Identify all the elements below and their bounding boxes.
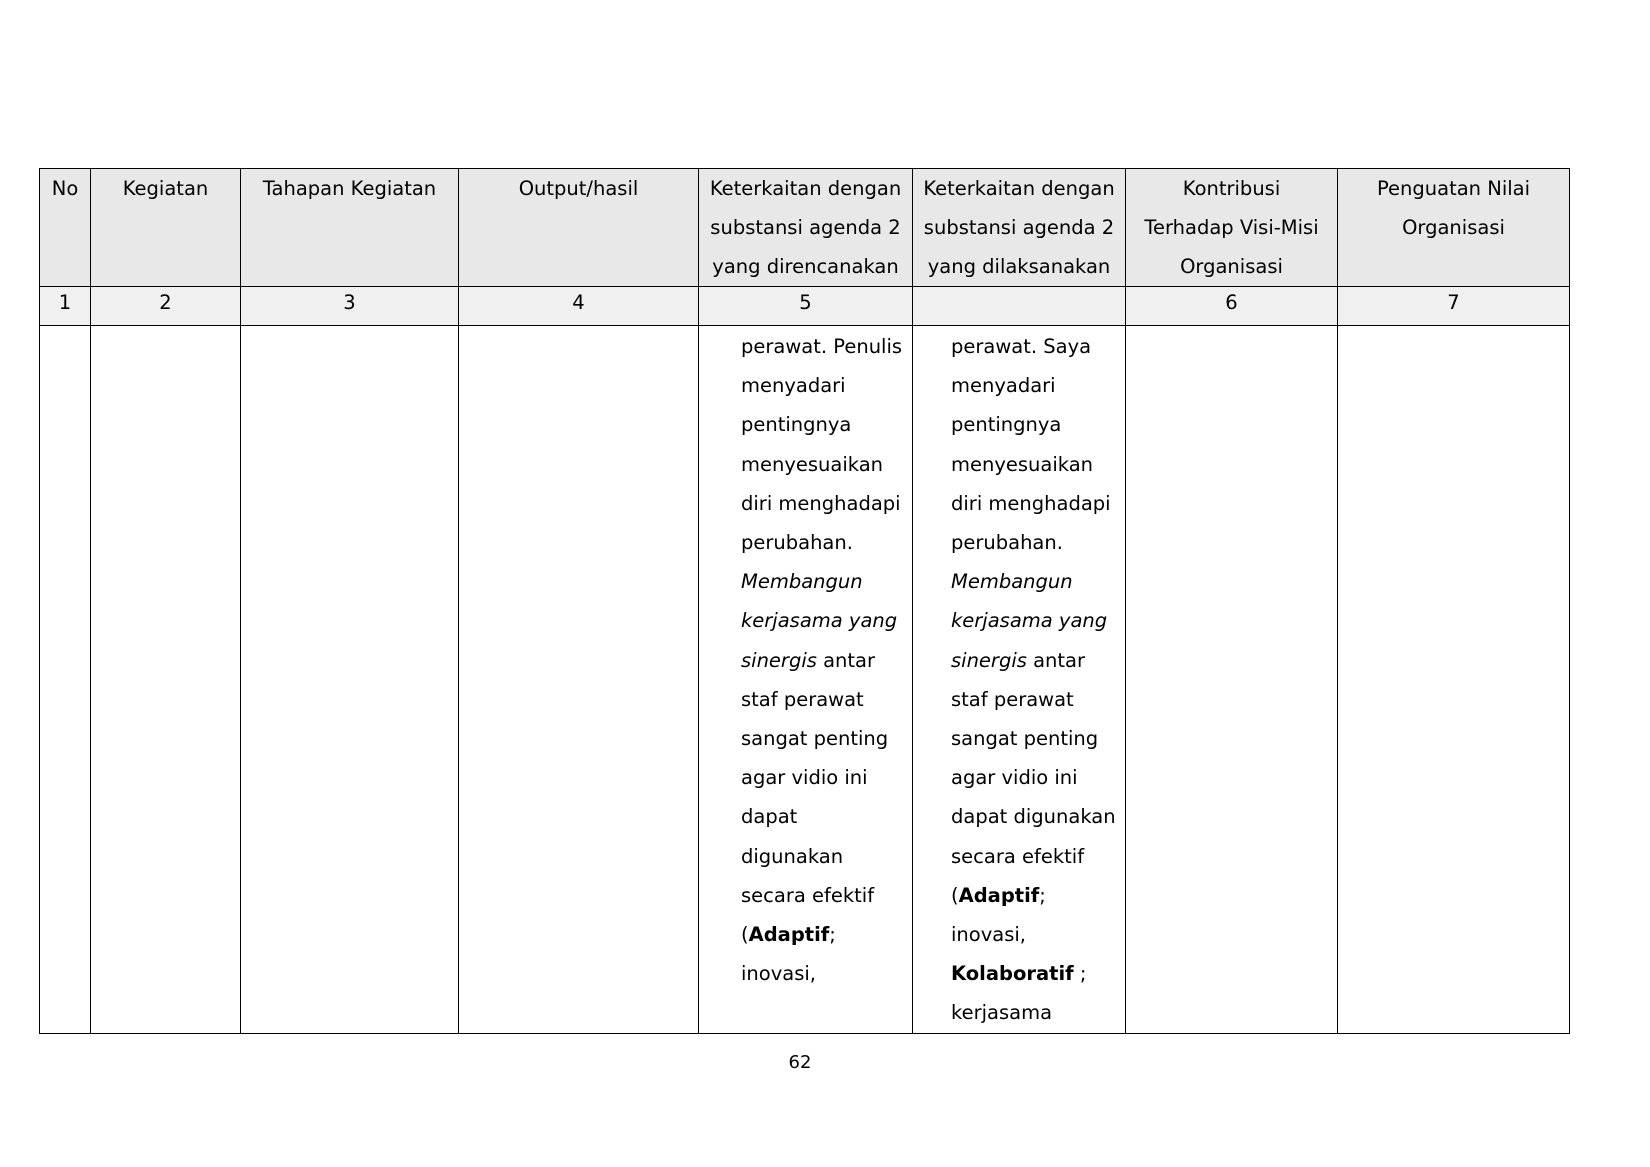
bold-text: Adaptif xyxy=(958,883,1040,907)
text-line: dapat digunakan xyxy=(951,805,1116,829)
column-number: 6 xyxy=(1126,287,1338,326)
text-line xyxy=(951,641,1125,680)
cell-output-hasil xyxy=(459,326,699,1034)
text-fragment: ; xyxy=(1039,883,1046,907)
text-line: inovasi, xyxy=(741,962,816,986)
header-keterkaitan-dilaksanakan xyxy=(913,169,1126,287)
header-no: No xyxy=(40,169,91,287)
text-line: perawat. Penulis xyxy=(741,335,903,358)
italic-text: kerjasama yang xyxy=(741,609,898,633)
text-fragment: antar xyxy=(816,648,876,672)
header-line: Organisasi xyxy=(1402,216,1505,239)
text-line: menyesuaikan xyxy=(741,452,884,476)
text-line: perubahan. xyxy=(741,531,853,555)
header-line: substansi agenda 2 xyxy=(710,216,901,239)
text-line: perubahan. xyxy=(951,531,1063,555)
text-fragment: ; xyxy=(1073,962,1087,986)
cell-tahapan-kegiatan xyxy=(241,326,459,1034)
header-line: Keterkaitan dengan xyxy=(923,177,1115,200)
text-line xyxy=(741,641,912,680)
text-line xyxy=(951,562,1125,601)
header-kontribusi xyxy=(1126,169,1338,287)
text-line: pentingnya xyxy=(741,413,852,437)
activity-table xyxy=(39,168,1570,1034)
page-number: 62 xyxy=(788,1052,812,1073)
cell-penguatan-nilai xyxy=(1338,326,1570,1034)
text-line: agar vidio ini xyxy=(741,766,868,790)
header-line: Keterkaitan dengan xyxy=(709,177,902,200)
column-number: 2 xyxy=(91,287,241,326)
text-line: diri menghadapi xyxy=(741,491,901,515)
column-number: 4 xyxy=(459,287,699,326)
text-line xyxy=(951,601,1125,640)
cell-keterkaitan-direncanakan xyxy=(699,326,913,1034)
header-penguatan-nilai xyxy=(1338,169,1570,287)
text-line xyxy=(951,954,1125,993)
header-keterkaitan-direncanakan xyxy=(699,169,913,287)
cell-no xyxy=(40,326,91,1034)
italic-text: kerjasama yang xyxy=(951,609,1108,633)
column-number: 5 xyxy=(699,287,913,326)
text-line: secara efektif xyxy=(951,844,1085,868)
text-line: pentingnya xyxy=(951,413,1062,437)
cell-keterkaitan-dilaksanakan xyxy=(913,326,1126,1034)
bold-text: Kolaboratif xyxy=(951,962,1074,986)
text-line: inovasi, xyxy=(951,923,1026,947)
text-line xyxy=(741,601,912,640)
column-number xyxy=(913,287,1126,326)
header-tahapan-kegiatan: Tahapan Kegiatan xyxy=(241,169,459,287)
text-line: staf perawat xyxy=(951,687,1074,711)
cell-kontribusi xyxy=(1126,326,1338,1034)
table-row xyxy=(40,326,1570,1034)
column-number-row xyxy=(40,287,1570,326)
text-line xyxy=(741,915,912,954)
cell-kegiatan xyxy=(91,326,241,1034)
text-line: staf perawat xyxy=(741,687,864,711)
text-fragment: antar xyxy=(1026,648,1086,672)
italic-text: sinergis xyxy=(951,648,1027,672)
text-line xyxy=(951,876,1125,915)
text-line: kerjasama xyxy=(951,1001,1053,1025)
text-line: menyadari xyxy=(951,374,1056,398)
header-line: Organisasi xyxy=(1180,255,1283,278)
text-line: sangat penting xyxy=(951,727,1099,751)
italic-text: sinergis xyxy=(741,648,817,672)
italic-text: Membangun xyxy=(741,570,863,594)
text-line: menyesuaikan xyxy=(951,452,1094,476)
text-fragment: ( xyxy=(951,883,959,907)
header-line: Penguatan Nilai xyxy=(1376,177,1531,200)
header-output-hasil: Output/hasil xyxy=(459,169,699,287)
column-number: 7 xyxy=(1338,287,1570,326)
text-line: agar vidio ini xyxy=(951,766,1078,790)
column-number: 1 xyxy=(40,287,91,326)
bold-text: Adaptif xyxy=(748,923,830,947)
text-line: secara efektif xyxy=(741,883,875,907)
text-line: menyadari xyxy=(741,374,846,398)
text-line: dapat xyxy=(741,805,798,829)
header-kegiatan: Kegiatan xyxy=(91,169,241,287)
text-line: sangat penting xyxy=(741,727,889,751)
column-number: 3 xyxy=(241,287,459,326)
text-line: digunakan xyxy=(741,844,844,868)
header-line: Terhadap Visi-Misi xyxy=(1144,216,1319,239)
header-row xyxy=(40,169,1570,287)
text-line xyxy=(741,562,912,601)
text-fragment: ; xyxy=(829,923,836,947)
header-line: yang direncanakan xyxy=(712,255,899,278)
italic-text: Membangun xyxy=(951,570,1073,594)
text-line: perawat. Saya xyxy=(951,335,1092,358)
text-line: diri menghadapi xyxy=(951,491,1111,515)
header-line: Kontribusi xyxy=(1182,177,1281,200)
header-line: yang dilaksanakan xyxy=(927,255,1111,278)
text-fragment: ( xyxy=(741,923,749,947)
header-line: substansi agenda 2 xyxy=(923,216,1115,239)
